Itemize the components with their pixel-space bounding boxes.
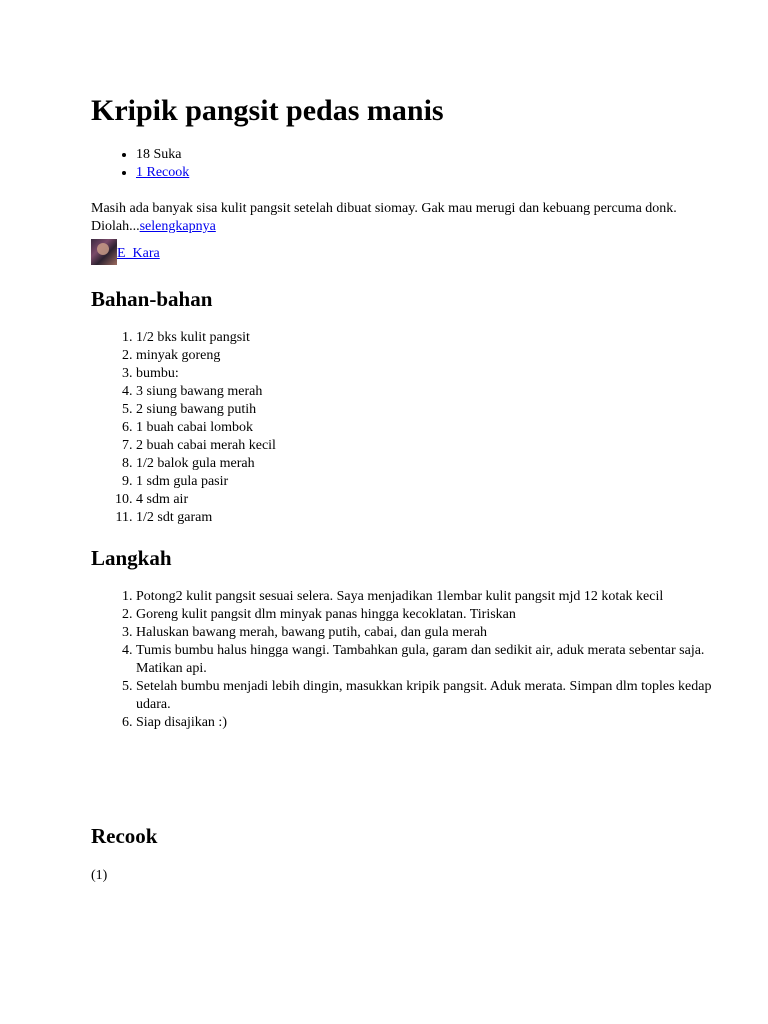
author-link[interactable]: E_Kara (117, 246, 160, 261)
ingredient-item: 10. 4 sdm air (136, 491, 276, 509)
ingredient-item: 4. 3 siung bawang merah (136, 383, 276, 401)
recipe-intro (91, 200, 681, 236)
recook-list-item (136, 164, 189, 182)
avatar[interactable] (91, 239, 117, 265)
author-block (91, 237, 160, 265)
recipe-meta-list (91, 146, 189, 182)
ingredients-heading: Bahan-bahan (91, 287, 213, 311)
ingredients-list (91, 329, 276, 527)
likes-count: • 18 Suka (136, 146, 189, 164)
recook-heading: Recook (91, 824, 158, 848)
step-item: 1. Potong2 kulit pangsit sesuai selera. Saya menjadikan 1lembar kulit pangsit mjd 12 kotak kecil (136, 588, 731, 606)
step-item: 2. Goreng kulit pangsit dlm minyak panas hingga kecoklatan. Tiriskan (136, 606, 731, 624)
steps-heading: Langkah (91, 546, 172, 570)
ingredient-item: 11. 1/2 sdt garam (136, 509, 276, 527)
ingredient-item: 5. 2 siung bawang putih (136, 401, 276, 419)
step-item: 3. Haluskan bawang merah, bawang putih, cabai, dan gula merah (136, 624, 731, 642)
intro-text: Masih ada banyak sisa kulit pangsit setelah dibuat siomay. Gak mau merugi dan kebuang percuma donk. Diolah... (91, 201, 677, 234)
recipe-title: Kripik pangsit pedas manis (91, 94, 444, 127)
recook-link[interactable]: 1 Recook (136, 165, 190, 180)
step-item: 4. Tumis bumbu halus hingga wangi. Tambahkan gula, garam dan sedikit air, aduk merata sebentar saja. Matikan api. (136, 642, 731, 678)
ingredient-item: 2. minyak goreng (136, 347, 276, 365)
ingredient-item: 3. bumbu: (136, 365, 276, 383)
step-item: 6. Siap disajikan :) (136, 714, 731, 732)
recook-count: (1) (91, 868, 108, 883)
step-item: 5. Setelah bumbu menjadi lebih dingin, masukkan kripik pangsit. Aduk merata. Simpan dlm toples kedap udara. (136, 678, 731, 714)
read-more-link[interactable]: selengkapnya (139, 219, 216, 234)
ingredient-item: 9. 1 sdm gula pasir (136, 473, 276, 491)
ingredient-item: 6. 1 buah cabai lombok (136, 419, 276, 437)
ingredient-item: 1. 1/2 bks kulit pangsit (136, 329, 276, 347)
ingredient-item: 7. 2 buah cabai merah kecil (136, 437, 276, 455)
steps-list (91, 588, 731, 732)
ingredient-item: 8. 1/2 balok gula merah (136, 455, 276, 473)
